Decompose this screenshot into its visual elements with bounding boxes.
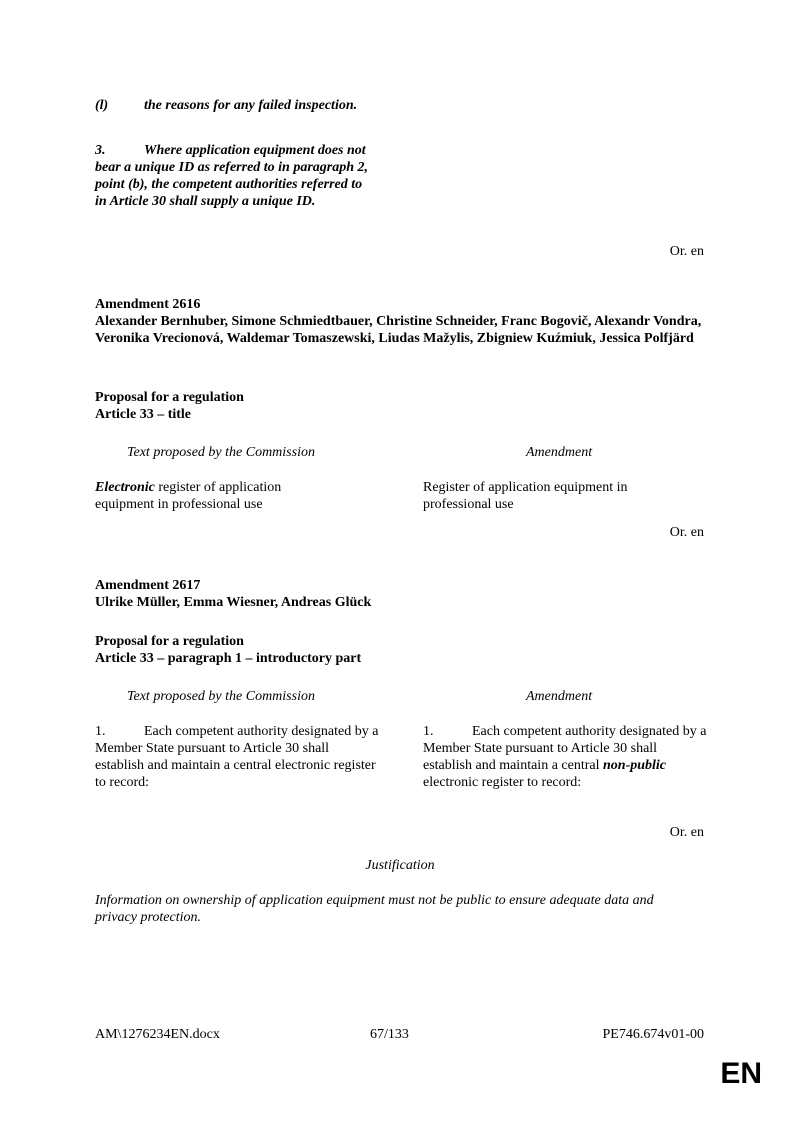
point-3 [95,142,377,210]
commission-text [95,723,380,791]
article-reference: Article 33 – title [95,407,192,422]
commission-text-rest: register of application equipment in professional use [95,480,282,512]
article-reference: Article 33 – paragraph 1 – introductory part [95,651,362,666]
footer-doc-ref: AM\1276234EN.docx [95,1027,220,1042]
proposal-reference [95,389,705,423]
paragraph-number: 1. [95,724,106,739]
footer-page-number: 67/133 [370,1027,409,1042]
column-header-commission: Text proposed by the Commission [127,689,315,704]
point-l [95,97,377,114]
amendment-authors: Alexander Bernhuber, Simone Schmiedtbauer, Christine Schneider, Franc Bogovič, Alexandr Vondra, Veronika Vrecionová, Waldemar Tomaszewski, Liudas Mažylis, Zbigniew Kuźmiuk, Jessica Polfjärd [95,314,702,346]
point-l-label: (l) [95,98,109,113]
amendment-number: Amendment 2616 [95,297,201,312]
amendment-2616 [95,296,705,347]
column-header-commission: Text proposed by the Commission [127,445,315,460]
point-3-text: Where application equipment does not bear a unique ID as referred to in paragraph 2, point (b), the competent authorities referred to in Article 30 shall supply a unique ID. [95,143,369,209]
paragraph-number: 1. [423,724,434,739]
amendment-paragraph-a: Each competent authority designated by a Member State pursuant to Article 30 shall establish and maintain a central [423,724,707,773]
proposal-title: Proposal for a regulation [95,390,244,405]
proposal-reference [95,633,705,667]
origin-language-3: Or. en [669,825,704,840]
amendment-authors: Ulrike Müller, Emma Wiesner, Andreas Glück [95,595,372,610]
commission-paragraph: Each competent authority designated by a Member State pursuant to Article 30 shall establish and maintain a central electronic register to record: [95,724,379,790]
language-badge: EN [720,1057,762,1090]
inserted-word: non-public [603,758,667,773]
origin-language-1: Or. en [669,244,704,259]
column-header-amendment: Amendment [526,689,593,704]
footer-pe-ref: PE746.674v01-00 [602,1027,704,1042]
amendment-text [423,723,708,791]
proposal-title: Proposal for a regulation [95,634,244,649]
justification-text: Information on ownership of application equipment must not be public to ensure adequate data and privacy protection. [95,893,654,925]
justification-heading: Justification [365,858,435,873]
column-header-amendment: Amendment [526,445,593,460]
origin-language-2: Or. en [669,525,704,540]
amendment-2617 [95,577,705,611]
amendment-number: Amendment 2617 [95,578,201,593]
amendment-paragraph-b: electronic register to record: [423,775,582,790]
point-l-text: the reasons for any failed inspection. [144,98,358,113]
commission-text [95,479,335,513]
deleted-word: Electronic [95,480,155,495]
amendment-text: Register of application equipment in professional use [423,480,628,512]
point-3-label: 3. [95,143,106,158]
